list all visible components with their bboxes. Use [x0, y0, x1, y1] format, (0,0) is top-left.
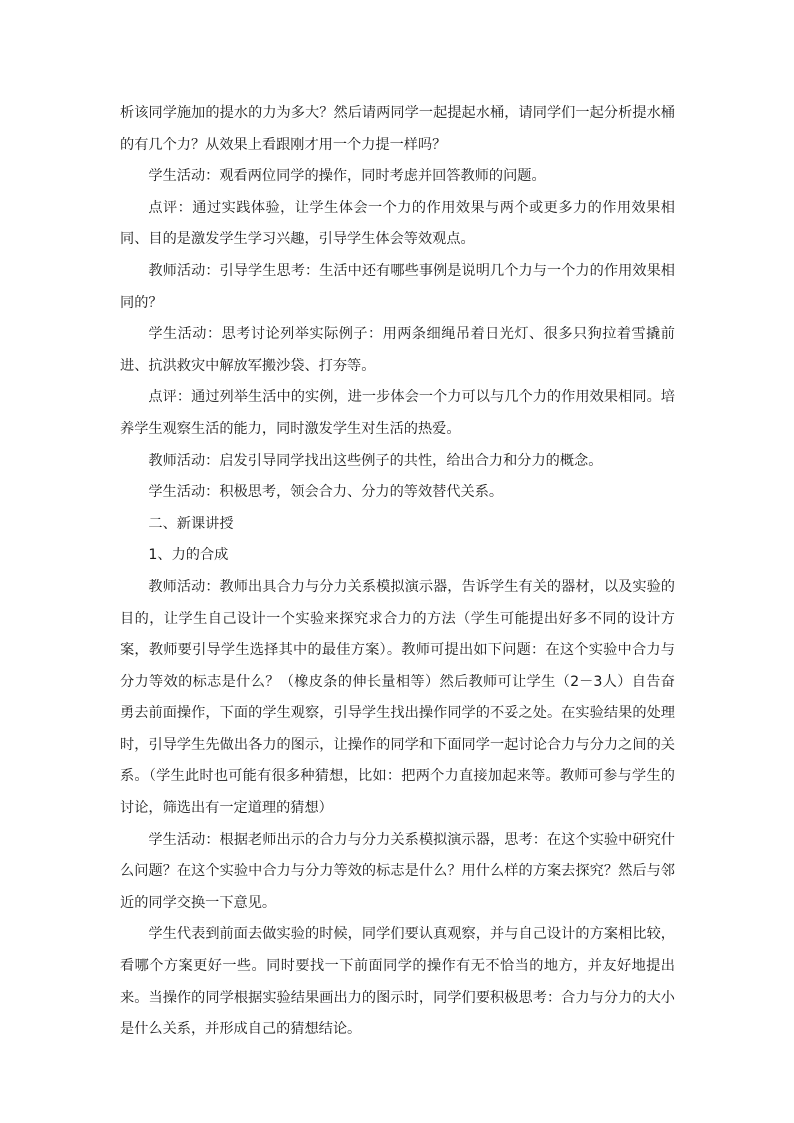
paragraph-student-activity-4: 学生活动：根据老师出示的合力与分力关系模拟演示器，思考：在这个实验中研究什么问题？在这个实验中合力与分力等效的标志是什么？用什么样的方案去探究？然后与邻近的同学交换一下意见。	[120, 831, 675, 911]
paragraph-comment-2: 点评：通过列举生活中的实例，进一步体会一个力可以与几个力的作用效果相同。培养学生观察生活的能力，同时激发学生对生活的热爱。	[120, 389, 675, 437]
paragraph-student-activity-1: 学生活动：观看两位同学的操作，同时考虑并回答教师的问题。	[148, 168, 546, 185]
paragraph-teacher-activity-1: 教师活动：引导学生思考：生活中还有哪些事例是说明几个力与一个力的作用效果相同的？	[120, 262, 675, 311]
paragraph-student-activity-3: 学生活动：积极思考，领会合力、分力的等效替代关系。	[148, 484, 504, 501]
paragraph-student-activity-2: 学生活动：思考讨论列举实际例子：用两条细绳吊着日光灯、很多只狗拉着雪撬前进、抗洪救灾中解放军搬沙袋、打夯等。	[120, 326, 675, 374]
document-body	[120, 98, 675, 1046]
subsection-heading: 1、力的合成	[148, 547, 229, 564]
paragraph-comment-1: 点评：通过实践体验，让学生体会一个力的作用效果与两个或更多力的作用效果相同、目的是激发学生学习兴趣，引导学生体会等效观点。	[120, 199, 675, 248]
paragraph-continued: 析该同学施加的提水的力为多大？然后请两同学一起提起水桶，请同学们一起分析提水桶的有几个力？从效果上看跟刚才用一个力提一样吗？	[120, 105, 675, 153]
section-heading: 二、新课讲授	[148, 515, 234, 532]
paragraph-teacher-activity-2: 教师活动：启发引导同学找出这些例子的共性，给出合力和分力的概念。	[148, 452, 603, 469]
paragraph-student-representative: 学生代表到前面去做实验的时候，同学们要认真观察，并与自己设计的方案相比较，看哪个方案更好一些。同时要找一下前面同学的操作有无不恰当的地方，并友好地提出来。当操作的同学根据实验结果画出力的图示时，同学们要积极思考：合力与分力的大小是什么关系，并形成自己的猜想结论。	[120, 926, 675, 1038]
paragraph-teacher-activity-3: 教师活动：教师出具合力与分力关系模拟演示器，告诉学生有关的器材，以及实验的目的，让学生自己设计一个实验来探究求合力的方法（学生可能提出好多不同的设计方案，教师要引导学生选择其中的最佳方案）。教师可提出如下问题：在这个实验中合力与分力等效的标志是什么？（橡皮条的伸长量相等）然后教师可让学生（2－3人）自告奋勇去前面操作，下面的学生观察，引导学生找出操作同学的不妥之处。在实验结果的处理时，引导学生先做出各力的图示，让操作的同学和下面同学一起讨论合力与分力之间的关系。（学生此时也可能有很多种猜想，比如：把两个力直接加起来等。教师可参与学生的讨论，筛选出有一定道理的猜想）	[120, 578, 675, 817]
